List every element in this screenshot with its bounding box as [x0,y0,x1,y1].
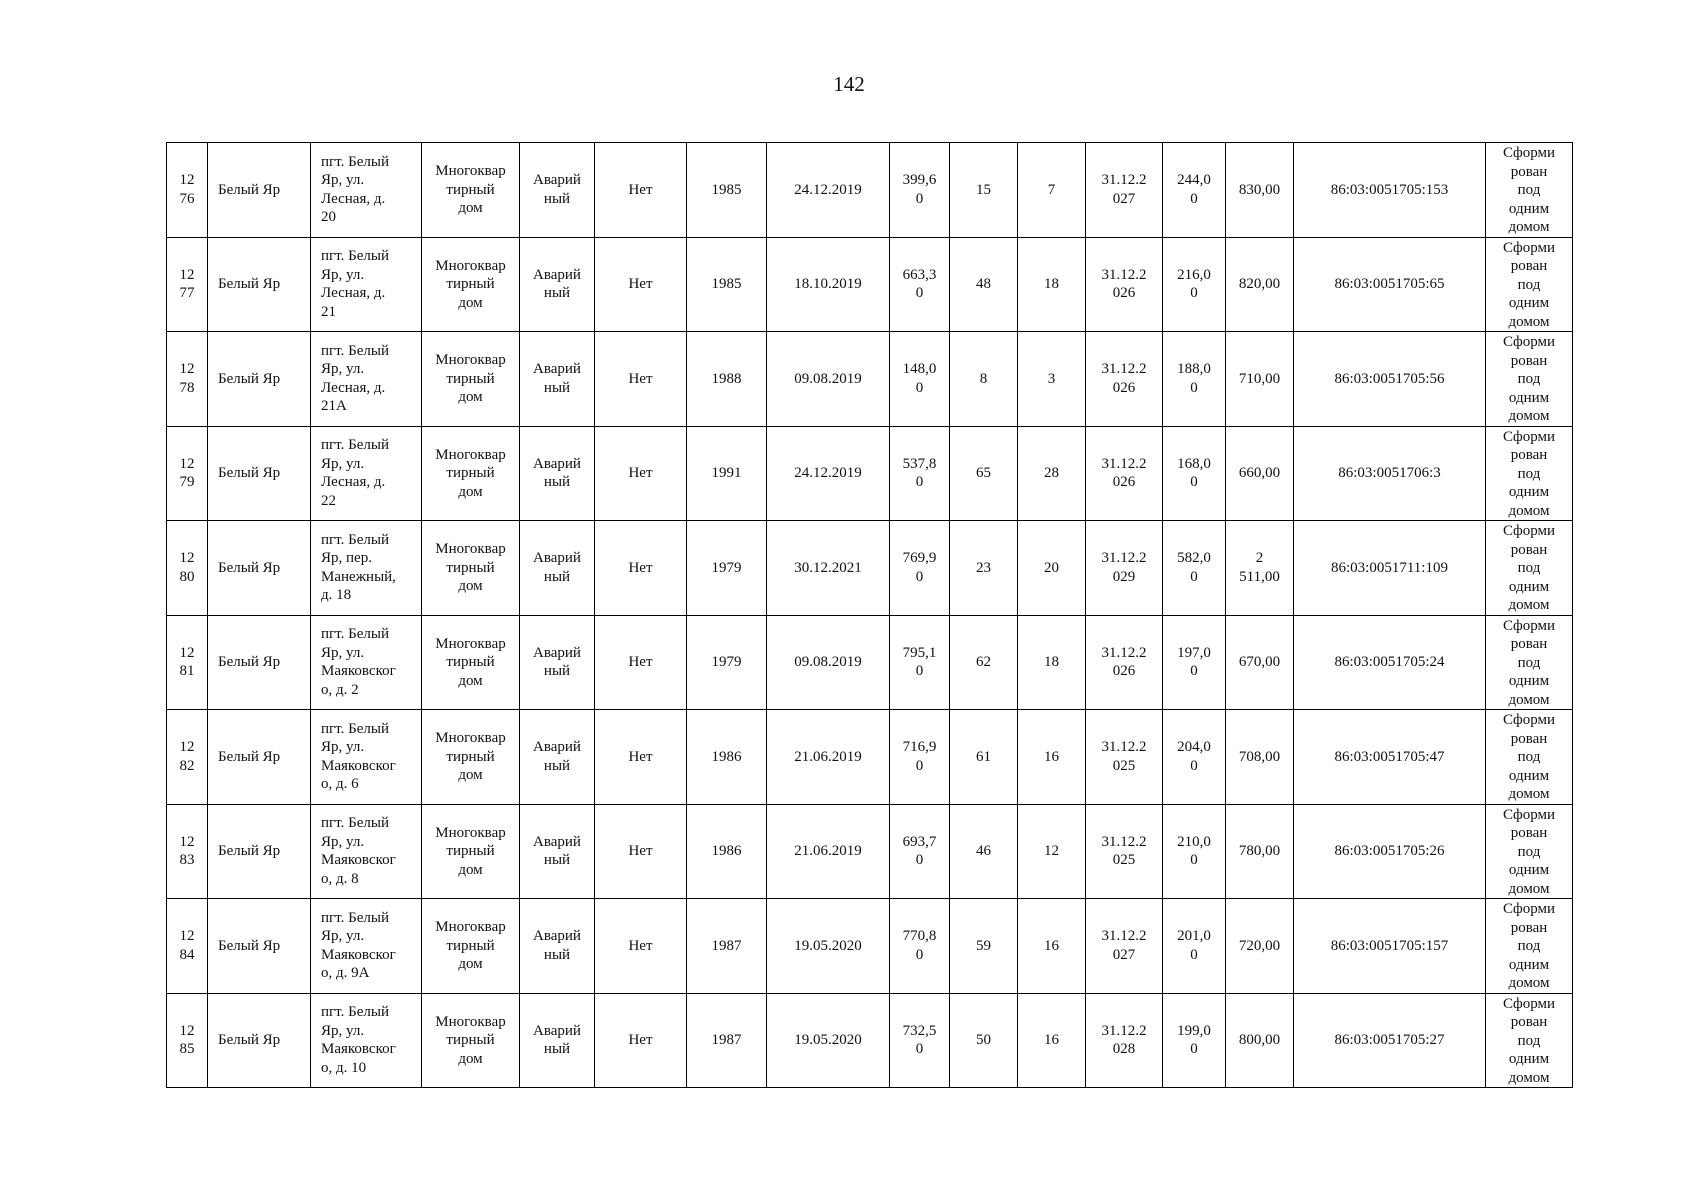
page-number: 142 [833,72,865,96]
table-row [167,615,1573,710]
deadline-cell: 31.12.2 028 [1086,993,1163,1088]
address-cell: пгт. Белый Яр, ул. Маяковског о, д. 6 [311,710,422,805]
area-cell: 693,7 0 [890,804,950,899]
year-cell: 1987 [687,993,767,1088]
premises-cell: 16 [1018,993,1086,1088]
flag-cell: Нет [595,993,687,1088]
land-area-cell: 188,0 0 [1163,332,1226,427]
area-cell: 148,0 0 [890,332,950,427]
deadline-cell: 31.12.2 027 [1086,143,1163,238]
premises-cell: 3 [1018,332,1086,427]
year-cell: 1979 [687,521,767,616]
deadline-cell: 31.12.2 029 [1086,521,1163,616]
area-cell: 537,8 0 [890,426,950,521]
premises-cell: 28 [1018,426,1086,521]
land-note-cell: Сформи рован под одним домом [1486,899,1573,994]
row-number-cell: 12 81 [167,615,208,710]
housing-registry-table [166,142,1573,1088]
cost-cell: 820,00 [1226,237,1294,332]
residents-cell: 15 [950,143,1018,238]
cadastral-number-cell: 86:03:0051705:65 [1294,237,1486,332]
settlement-cell: Белый Яр [208,237,311,332]
year-cell: 1985 [687,143,767,238]
year-cell: 1987 [687,899,767,994]
recognition-date-cell: 18.10.2019 [767,237,890,332]
address-cell: пгт. Белый Яр, ул. Лесная, д. 20 [311,143,422,238]
table-row [167,804,1573,899]
flag-cell: Нет [595,899,687,994]
deadline-cell: 31.12.2 025 [1086,710,1163,805]
premises-cell: 18 [1018,615,1086,710]
status-cell: Аварий ный [520,993,595,1088]
area-cell: 769,9 0 [890,521,950,616]
status-cell: Аварий ный [520,710,595,805]
residents-cell: 61 [950,710,1018,805]
row-number-cell: 12 83 [167,804,208,899]
flag-cell: Нет [595,804,687,899]
premises-cell: 16 [1018,710,1086,805]
status-cell: Аварий ный [520,237,595,332]
table-row [167,237,1573,332]
deadline-cell: 31.12.2 026 [1086,615,1163,710]
land-note-cell: Сформи рован под одним домом [1486,804,1573,899]
row-number-cell: 12 82 [167,710,208,805]
building-type-cell: Многоквар тирный дом [422,237,520,332]
status-cell: Аварий ный [520,332,595,427]
land-area-cell: 582,0 0 [1163,521,1226,616]
flag-cell: Нет [595,521,687,616]
cadastral-number-cell: 86:03:0051711:109 [1294,521,1486,616]
cadastral-number-cell: 86:03:0051705:26 [1294,804,1486,899]
status-cell: Аварий ный [520,143,595,238]
land-area-cell: 197,0 0 [1163,615,1226,710]
table-body [167,143,1573,1088]
status-cell: Аварий ный [520,615,595,710]
land-area-cell: 199,0 0 [1163,993,1226,1088]
premises-cell: 7 [1018,143,1086,238]
status-cell: Аварий ный [520,804,595,899]
settlement-cell: Белый Яр [208,332,311,427]
land-area-cell: 168,0 0 [1163,426,1226,521]
settlement-cell: Белый Яр [208,899,311,994]
address-cell: пгт. Белый Яр, ул. Лесная, д. 21А [311,332,422,427]
area-cell: 770,8 0 [890,899,950,994]
land-area-cell: 201,0 0 [1163,899,1226,994]
area-cell: 663,3 0 [890,237,950,332]
row-number-cell: 12 80 [167,521,208,616]
area-cell: 795,1 0 [890,615,950,710]
address-cell: пгт. Белый Яр, ул. Лесная, д. 22 [311,426,422,521]
settlement-cell: Белый Яр [208,143,311,238]
land-note-cell: Сформи рован под одним домом [1486,426,1573,521]
cadastral-number-cell: 86:03:0051705:56 [1294,332,1486,427]
status-cell: Аварий ный [520,426,595,521]
address-cell: пгт. Белый Яр, ул. Маяковског о, д. 10 [311,993,422,1088]
land-note-cell: Сформи рован под одним домом [1486,237,1573,332]
cost-cell: 830,00 [1226,143,1294,238]
premises-cell: 16 [1018,899,1086,994]
building-type-cell: Многоквар тирный дом [422,710,520,805]
residents-cell: 48 [950,237,1018,332]
deadline-cell: 31.12.2 027 [1086,899,1163,994]
row-number-cell: 12 79 [167,426,208,521]
cost-cell: 780,00 [1226,804,1294,899]
year-cell: 1988 [687,332,767,427]
cadastral-number-cell: 86:03:0051705:153 [1294,143,1486,238]
row-number-cell: 12 78 [167,332,208,427]
land-area-cell: 244,0 0 [1163,143,1226,238]
residents-cell: 62 [950,615,1018,710]
residents-cell: 65 [950,426,1018,521]
table-row [167,521,1573,616]
flag-cell: Нет [595,710,687,805]
deadline-cell: 31.12.2 026 [1086,237,1163,332]
settlement-cell: Белый Яр [208,521,311,616]
status-cell: Аварий ный [520,521,595,616]
building-type-cell: Многоквар тирный дом [422,615,520,710]
residents-cell: 46 [950,804,1018,899]
deadline-cell: 31.12.2 025 [1086,804,1163,899]
year-cell: 1986 [687,710,767,805]
address-cell: пгт. Белый Яр, пер. Манежный, д. 18 [311,521,422,616]
cadastral-number-cell: 86:03:0051706:3 [1294,426,1486,521]
building-type-cell: Многоквар тирный дом [422,143,520,238]
premises-cell: 12 [1018,804,1086,899]
land-area-cell: 210,0 0 [1163,804,1226,899]
address-cell: пгт. Белый Яр, ул. Маяковског о, д. 8 [311,804,422,899]
land-area-cell: 204,0 0 [1163,710,1226,805]
cost-cell: 660,00 [1226,426,1294,521]
land-note-cell: Сформи рован под одним домом [1486,521,1573,616]
flag-cell: Нет [595,332,687,427]
recognition-date-cell: 09.08.2019 [767,615,890,710]
residents-cell: 59 [950,899,1018,994]
building-type-cell: Многоквар тирный дом [422,426,520,521]
table-row [167,710,1573,805]
premises-cell: 20 [1018,521,1086,616]
residents-cell: 23 [950,521,1018,616]
flag-cell: Нет [595,426,687,521]
address-cell: пгт. Белый Яр, ул. Маяковског о, д. 9А [311,899,422,994]
recognition-date-cell: 24.12.2019 [767,143,890,238]
area-cell: 732,5 0 [890,993,950,1088]
area-cell: 716,9 0 [890,710,950,805]
row-number-cell: 12 84 [167,899,208,994]
recognition-date-cell: 19.05.2020 [767,899,890,994]
cadastral-number-cell: 86:03:0051705:24 [1294,615,1486,710]
year-cell: 1979 [687,615,767,710]
premises-cell: 18 [1018,237,1086,332]
year-cell: 1986 [687,804,767,899]
land-note-cell: Сформи рован под одним домом [1486,993,1573,1088]
deadline-cell: 31.12.2 026 [1086,426,1163,521]
table-row [167,426,1573,521]
settlement-cell: Белый Яр [208,804,311,899]
recognition-date-cell: 19.05.2020 [767,993,890,1088]
cadastral-number-cell: 86:03:0051705:157 [1294,899,1486,994]
building-type-cell: Многоквар тирный дом [422,804,520,899]
cadastral-number-cell: 86:03:0051705:27 [1294,993,1486,1088]
cost-cell: 710,00 [1226,332,1294,427]
row-number-cell: 12 85 [167,993,208,1088]
settlement-cell: Белый Яр [208,710,311,805]
recognition-date-cell: 21.06.2019 [767,710,890,805]
cadastral-number-cell: 86:03:0051705:47 [1294,710,1486,805]
building-type-cell: Многоквар тирный дом [422,332,520,427]
flag-cell: Нет [595,143,687,238]
residents-cell: 50 [950,993,1018,1088]
building-type-cell: Многоквар тирный дом [422,521,520,616]
cost-cell: 720,00 [1226,899,1294,994]
building-type-cell: Многоквар тирный дом [422,899,520,994]
table-row [167,143,1573,238]
land-note-cell: Сформи рован под одним домом [1486,615,1573,710]
recognition-date-cell: 30.12.2021 [767,521,890,616]
year-cell: 1991 [687,426,767,521]
table-row [167,332,1573,427]
building-type-cell: Многоквар тирный дом [422,993,520,1088]
status-cell: Аварий ный [520,899,595,994]
residents-cell: 8 [950,332,1018,427]
recognition-date-cell: 21.06.2019 [767,804,890,899]
settlement-cell: Белый Яр [208,615,311,710]
cost-cell: 2 511,00 [1226,521,1294,616]
row-number-cell: 12 76 [167,143,208,238]
land-note-cell: Сформи рован под одним домом [1486,332,1573,427]
address-cell: пгт. Белый Яр, ул. Маяковског о, д. 2 [311,615,422,710]
row-number-cell: 12 77 [167,237,208,332]
year-cell: 1985 [687,237,767,332]
recognition-date-cell: 09.08.2019 [767,332,890,427]
deadline-cell: 31.12.2 026 [1086,332,1163,427]
land-note-cell: Сформи рован под одним домом [1486,710,1573,805]
address-cell: пгт. Белый Яр, ул. Лесная, д. 21 [311,237,422,332]
flag-cell: Нет [595,237,687,332]
table-row [167,899,1573,994]
land-area-cell: 216,0 0 [1163,237,1226,332]
cost-cell: 670,00 [1226,615,1294,710]
area-cell: 399,6 0 [890,143,950,238]
settlement-cell: Белый Яр [208,426,311,521]
settlement-cell: Белый Яр [208,993,311,1088]
cost-cell: 708,00 [1226,710,1294,805]
cost-cell: 800,00 [1226,993,1294,1088]
land-note-cell: Сформи рован под одним домом [1486,143,1573,238]
flag-cell: Нет [595,615,687,710]
table-row [167,993,1573,1088]
recognition-date-cell: 24.12.2019 [767,426,890,521]
